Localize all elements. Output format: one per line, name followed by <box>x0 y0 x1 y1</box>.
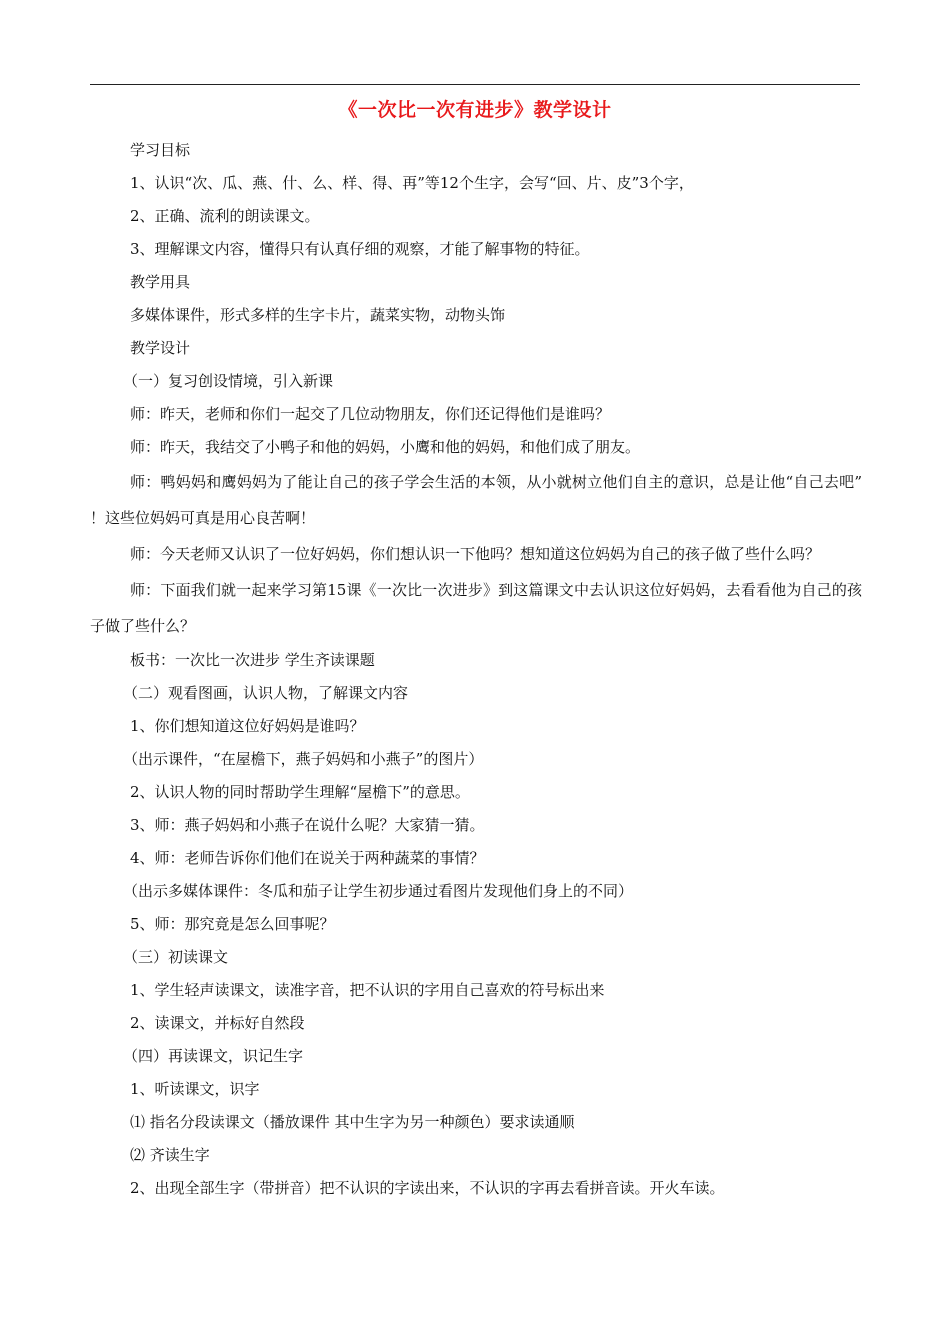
paragraph: 板书：一次比一次进步 学生齐读课题 <box>130 651 375 669</box>
section-heading: （三）初读课文 <box>123 948 229 966</box>
section-heading: （二）观看图画，认识人物，了解课文内容 <box>123 684 409 702</box>
document-body <box>90 134 862 1205</box>
paragraph: ⑵ 齐读生字 <box>130 1146 210 1164</box>
paragraph: 1、你们想知道这位好妈妈是谁吗？ <box>130 717 365 735</box>
document-title: 《一次比一次有进步》教学设计 <box>338 99 612 121</box>
paragraph: 5、师：那究竟是怎么回事呢？ <box>130 915 335 933</box>
paragraph: 多媒体课件，形式多样的生字卡片，蔬菜实物，动物头饰 <box>130 306 506 324</box>
paragraph: 2、正确、流利的朗读课文。 <box>130 207 320 225</box>
paragraph: （出示课件，“在屋檐下，燕子妈妈和小燕子”的图片） <box>123 750 484 768</box>
paragraph: 师：鸭妈妈和鹰妈妈为了能让自己的孩子学会生活的本领，从小就树立他们自主的意识，总是让他“自己去吧” ！这些位妈妈可真是用心良苦啊！ <box>90 473 862 527</box>
paragraph: 师：昨天，我结交了小鸭子和他的妈妈，小鹰和他的妈妈，和他们成了朋友。 <box>130 438 641 456</box>
paragraph: 4、师：老师告诉你们他们在说关于两种蔬菜的事情？ <box>130 849 485 867</box>
header-rule <box>90 84 860 85</box>
paragraph: 2、认识人物的同时帮助学生理解“屋檐下”的意思。 <box>130 783 470 801</box>
paragraph: 3、师：燕子妈妈和小燕子在说什么呢？大家猜一猜。 <box>130 816 485 834</box>
paragraph: 2、读课文，并标好自然段 <box>130 1014 305 1032</box>
section-heading: （四）再读课文，识记生字 <box>123 1047 304 1065</box>
paragraph: 师：下面我们就一起来学习第15课《一次比一次进步》到这篇课文中去认识这位好妈妈，去看看他为自己的孩子做了些什么？ <box>90 581 862 635</box>
paragraph: 3、理解课文内容，懂得只有认真仔细的观察，才能了解事物的特征。 <box>130 240 590 258</box>
section-heading: （一）复习创设情境，引入新课 <box>123 372 334 390</box>
paragraph-teaching-design: 教学设计 <box>130 339 191 357</box>
paragraph-teaching-tools: 教学用具 <box>130 273 191 291</box>
paragraph: 师：今天老师又认识了一位好妈妈，你们想认识一下他吗？想知道这位妈妈为自己的孩子做了些什么吗？ <box>130 545 821 563</box>
paragraph: 2、出现全部生字（带拼音）把不认识的字读出来，不认识的字再去看拼音读。开火车读。 <box>130 1179 725 1197</box>
paragraph: （出示多媒体课件：冬瓜和茄子让学生初步通过看图片发现他们身上的不同） <box>123 882 634 900</box>
paragraph-learning-goals: 学习目标 <box>130 141 191 159</box>
paragraph: 师：昨天，老师和你们一起交了几位动物朋友，你们还记得他们是谁吗？ <box>130 405 611 423</box>
paragraph: 1、学生轻声读课文，读准字音，把不认识的字用自己喜欢的符号标出来 <box>130 981 605 999</box>
paragraph: 1、认识“次、瓜、燕、什、么、样、得、再”等12个生字，会写“回、片、皮”3个字， <box>130 174 694 192</box>
paragraph: ⑴ 指名分段读课文（播放课件 其中生字为另一种颜色）要求读通顺 <box>130 1113 575 1131</box>
paragraph: 1、听读课文，识字 <box>130 1080 260 1098</box>
